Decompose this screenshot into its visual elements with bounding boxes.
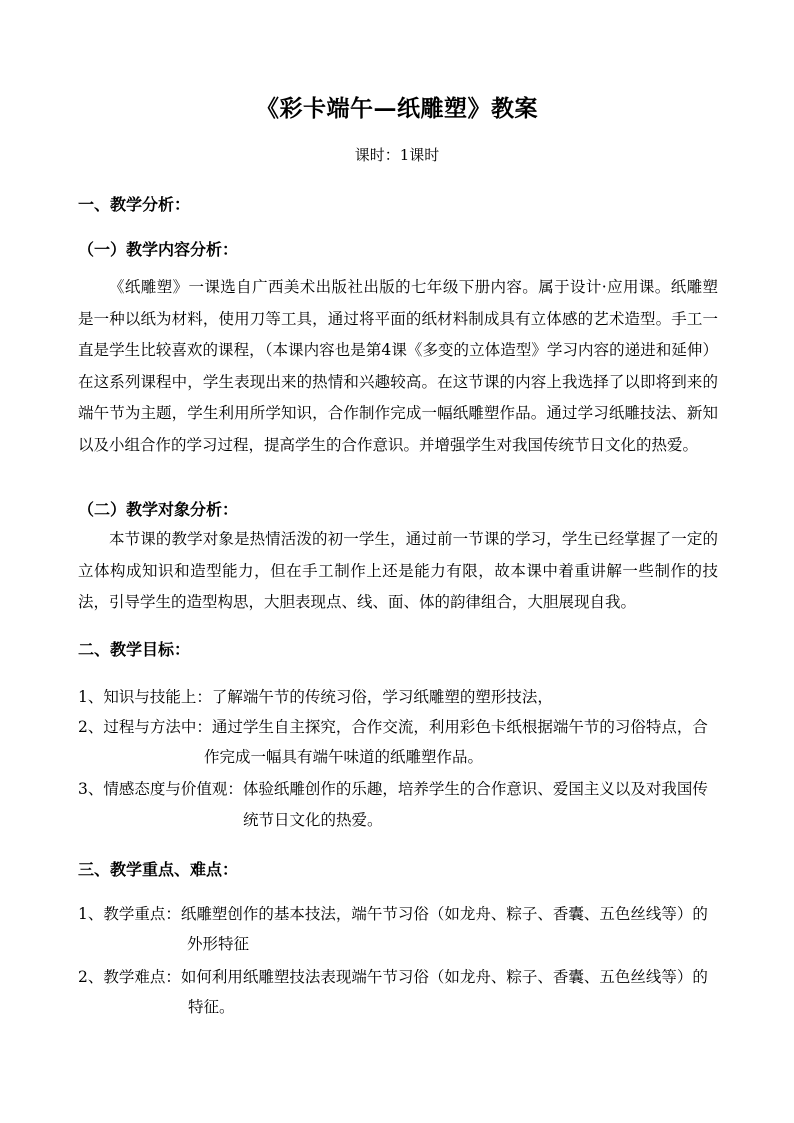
objective-item-3 [78, 774, 723, 804]
objective-text-3: 体验纸雕创作的乐趣，培养学生的合作意识、爱国主义以及对我国传 [242, 780, 708, 798]
objective-label-1: 1、知识与技能上： [78, 688, 212, 706]
section-heading-objectives: 二、教学目标： [78, 640, 191, 659]
content-analysis-paragraph: 《纸雕塑》一课选自广西美术出版社出版的七年级下册内容。属于设计·应用课。纸雕塑是一种以纸为材料，使用刀等工具，通过将平面的纸材料制成具有立体感的艺术造型。手工一直是学生比较喜欢的课程，（本课内容也是第4课《多变的立体造型》学习内容的递进和延伸）在这系列课程中，学生表现出来的热情和兴趣较高。在这节课的内容上我选择了以即将到来的端午节为主题，学生利用所学知识，合作制作完成一幅纸雕塑作品。通过学习纸雕技法、新知以及小组合作的学习过程，提高学生的合作意识。并增强学生对我国传统节日文化的热爱。 [78, 278, 718, 454]
key-point-text-1: 纸雕塑创作的基本技法，端午节习俗（如龙舟、粽子、香囊、五色丝线等）的 [180, 905, 708, 923]
class-hours: 课时：1课时 [354, 146, 440, 164]
objective-text-3-continued: 统节日文化的热爱。 [243, 811, 383, 829]
key-point-text-1-continued: 外形特征 [187, 935, 250, 953]
objective-text-2-continued: 作完成一幅具有端午味道的纸雕塑作品。 [204, 748, 484, 766]
difficulty-text-2-continued: 特征。 [188, 998, 235, 1016]
objective-label-3: 3、情感态度与价值观： [78, 780, 243, 798]
objective-label-2: 2、过程与方法中： [78, 718, 212, 736]
difficulty-label-2: 2、教学难点： [78, 968, 181, 986]
difficulty-text-2: 如何利用纸雕塑技法表现端午节习俗（如龙舟、粽子、香囊、五色丝线等）的 [180, 968, 708, 986]
objective-item-2 [78, 712, 723, 742]
document-title: 《彩卡端午—纸雕塑》教案 [256, 95, 538, 122]
section-heading-key-points: 三、教学重点、难点： [78, 860, 239, 879]
objective-text-1: 了解端午节的传统习俗，学习纸雕塑的塑形技法， [211, 688, 553, 706]
audience-analysis-paragraph: 本节课的教学对象是热情活泼的初一学生，通过前一节课的学习，学生已经掌握了一定的立体构成知识和造型能力，但在手工制作上还是能力有限，故本课中着重讲解一些制作的技法，引导学生的造型构思，大胆表现点、线、面、体的韵律组合，大胆展现自我。 [78, 530, 718, 611]
key-point-item-1 [78, 899, 723, 929]
key-point-label-1: 1、教学重点： [78, 905, 181, 923]
objective-text-2: 通过学生自主探究，合作交流，利用彩色卡纸根据端午节的习俗特点，合 [211, 718, 708, 736]
subsection-heading-audience-analysis: （二）教学对象分析： [78, 500, 239, 519]
section-heading-analysis: 一、教学分析： [78, 195, 191, 214]
subsection-heading-content-analysis: （一）教学内容分析： [78, 240, 239, 259]
objective-item-1 [78, 682, 723, 712]
difficulty-item-2 [78, 962, 723, 992]
